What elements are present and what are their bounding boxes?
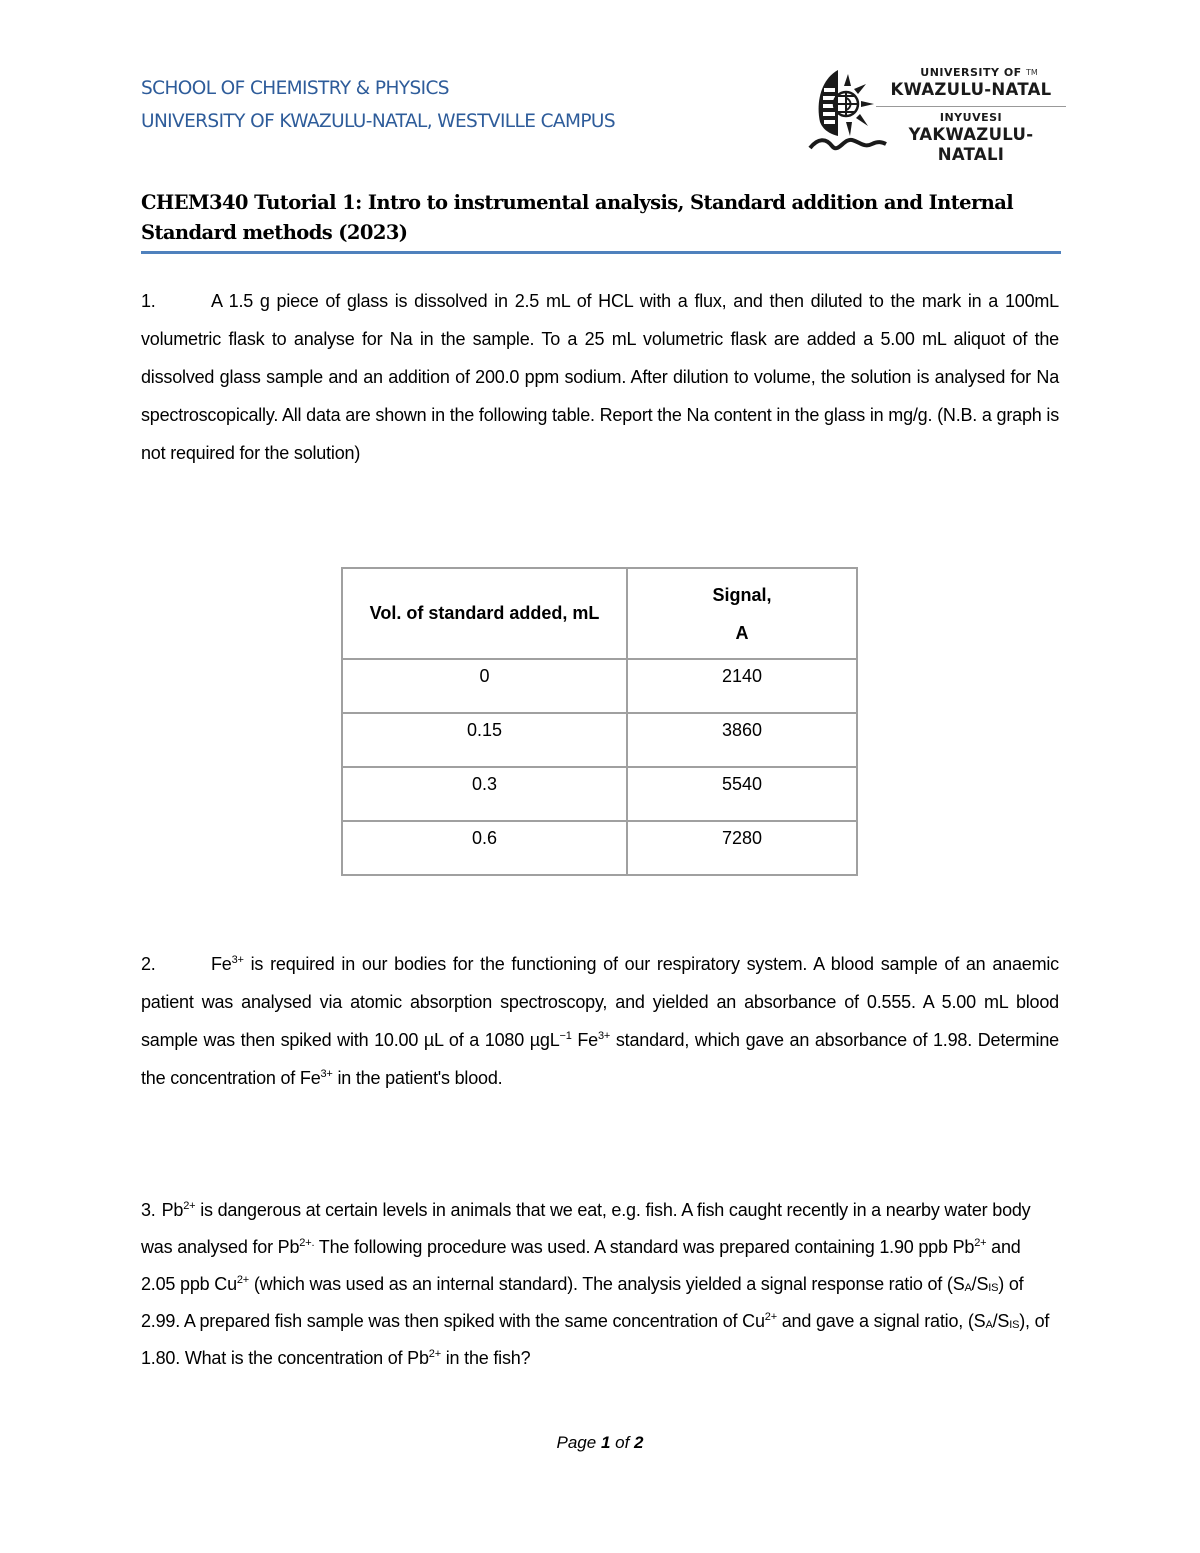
table-row [342, 713, 857, 767]
university-wordmark [876, 66, 1066, 165]
page-footer [0, 1433, 1200, 1453]
text-run: (which was used as an internal standard). The analysis yielded a signal response ratio of (S [249, 1274, 965, 1294]
university-logo [808, 64, 1068, 164]
subscript: IS [988, 1282, 999, 1294]
cell-signal: 5540 [627, 767, 857, 821]
superscript: 2+ [428, 1348, 441, 1360]
text-run: Fe [571, 1030, 598, 1050]
table-row [342, 821, 857, 875]
cell-signal: 2140 [627, 659, 857, 713]
text-run: ) of 2.99. A prepared fish sample was then spiked with the same concentration of Cu [141, 1274, 1024, 1331]
question-1 [141, 282, 1059, 472]
text-run: Pb [161, 1200, 184, 1220]
superscript: −1 [559, 1030, 572, 1042]
column-header-volume: Vol. of standard added, mL [342, 568, 627, 659]
cell-volume: 0.15 [342, 713, 627, 767]
text-run: Fe [211, 954, 232, 974]
superscript: 2+ [764, 1311, 777, 1323]
subscript: A [985, 1319, 993, 1331]
page-of-label: of [610, 1433, 635, 1452]
table-header-row [342, 568, 857, 659]
text-run: /S [992, 1311, 1010, 1331]
text-run: The following procedure was used. A standard was prepared containing 1.90 ppb Pb [314, 1237, 975, 1257]
standard-addition-table [341, 567, 858, 876]
text-run: and gave a signal ratio, (S [776, 1311, 986, 1331]
university-campus: UNIVERSITY OF KWAZULU-NATAL, WESTVILLE CAMPUS [141, 111, 615, 132]
table-row [342, 659, 857, 713]
text-run: in the fish? [440, 1348, 531, 1368]
page-label: Page [556, 1433, 601, 1452]
logo-line-1: UNIVERSITY OF [920, 66, 1022, 79]
question-number: 1. [141, 291, 156, 311]
text-run: is dangerous at certain levels in animals that we eat, e.g. fish. A fish caught recently in a nearby water body was analysed for Pb [141, 1200, 1031, 1257]
cell-volume: 0.6 [342, 821, 627, 875]
superscript: 3+ [231, 954, 244, 966]
trademark-symbol: TM [1026, 68, 1038, 77]
superscript: 2+ [974, 1237, 987, 1249]
text-run: and 2.05 ppb Cu [141, 1237, 1021, 1294]
column-header-signal [627, 568, 857, 659]
signal-unit: A [735, 622, 749, 643]
document-title: CHEM340 Tutorial 1: Intro to instrumental analysis, Standard addition and Internal Standard methods (2023) [141, 191, 1014, 244]
question-text: A 1.5 g piece of glass is dissolved in 2.5 mL of HCL with a flux, and then diluted to the mark in a 100mL volumetric flask to analyse for Na in the sample. To a 25 mL volumetric flask are added a 5.00 mL aliquot of the dissolved glass sample and an addition of 200.0 ppm sodium. After dilution to volume, the solution is analysed for Na spectroscopically. All data are shown in the following table. Report the Na content in the glass in mg/g. (N.B. a graph is not required for the solution) [141, 291, 1059, 463]
question-2 [141, 945, 1059, 1097]
superscript: 2+ [236, 1274, 250, 1286]
page-current: 1 [600, 1433, 611, 1452]
question-number: 2. [141, 954, 156, 974]
logo-line-3: INYUVESI [939, 111, 1003, 124]
text-run: standard, which gave an absorbance of 1.98. Determine the concentration of Fe [141, 1030, 1059, 1088]
logo-line-4: YAKWAZULU-NATALI [908, 125, 1034, 164]
subscript: A [964, 1282, 972, 1294]
text-run: ), of 1.80. What is the concentration of Pb [141, 1311, 1050, 1368]
superscript: 3+ [320, 1068, 333, 1080]
text-run: is required in our bodies for the functioning of our respiratory system. A blood sample of an anaemic patient was analysed via atomic absorption spectroscopy, and yielded an absorbance of 0.555. A 5.00 mL blood sample was then spiked with 10.00 µL of a 1080 µgL [141, 954, 1059, 1050]
page-total: 2 [634, 1433, 644, 1452]
cell-volume: 0 [342, 659, 627, 713]
table-row [342, 767, 857, 821]
cell-signal: 7280 [627, 821, 857, 875]
subscript: IS [1009, 1319, 1020, 1331]
logo-line-2: KWAZULU-NATAL [890, 80, 1052, 99]
school-name: SCHOOL OF CHEMISTRY & PHYSICS [141, 78, 449, 99]
title-divider [141, 251, 1061, 254]
superscript: 3+ [598, 1030, 611, 1042]
text-run: /S [971, 1274, 989, 1294]
superscript: 2+. [299, 1237, 315, 1249]
superscript: 2+ [183, 1200, 196, 1212]
cell-signal: 3860 [627, 713, 857, 767]
logo-divider [876, 106, 1066, 107]
question-3 [141, 1192, 1059, 1377]
question-number: 3. [141, 1200, 156, 1220]
cell-volume: 0.3 [342, 767, 627, 821]
signal-label: Signal, [712, 584, 772, 605]
text-run: in the patient's blood. [332, 1068, 503, 1088]
